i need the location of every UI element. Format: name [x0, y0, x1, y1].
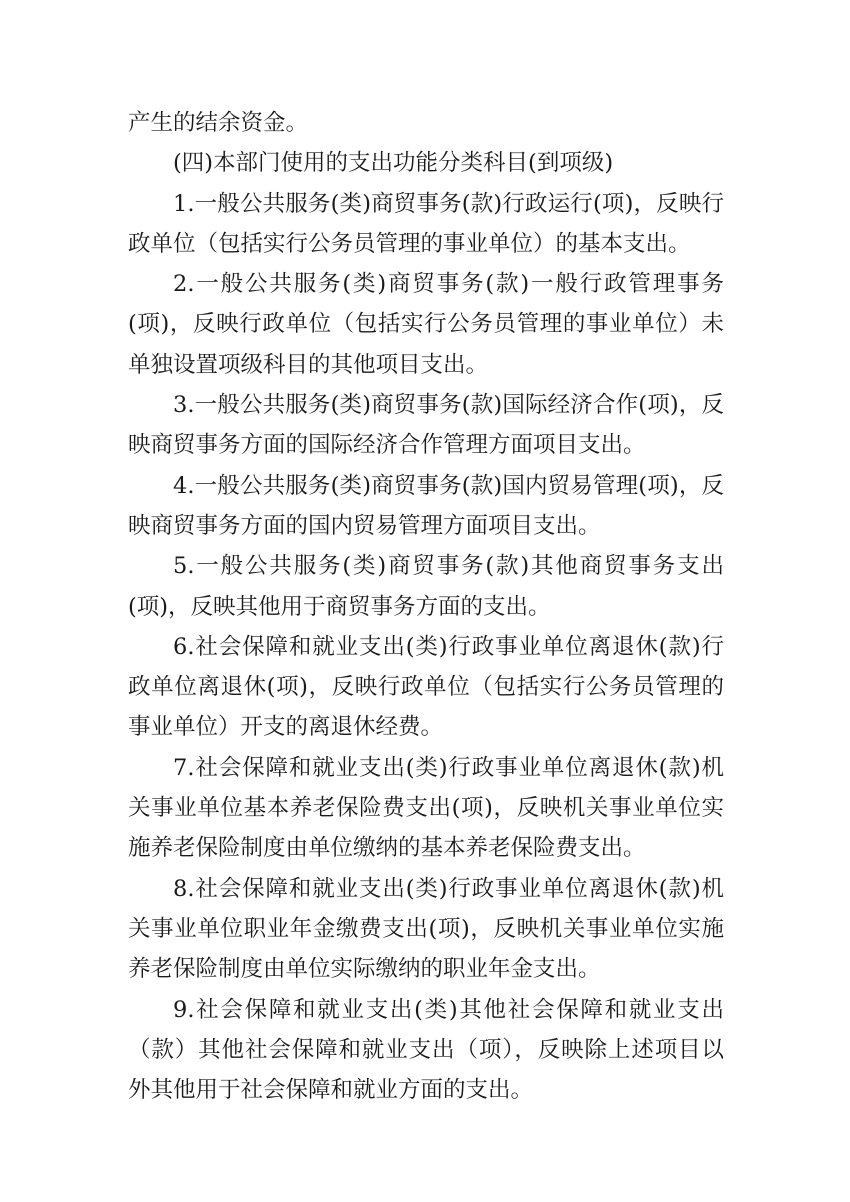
section-heading: (四)本部门使用的支出功能分类科目(到项级) — [173, 150, 614, 177]
item-paragraph-2: 2.一般公共服务(类)商贸事务(款)一般行政管理事务(项)，反映行政单位（包括实行公务员管理的事业单位）未单独设置项级科目的其他项目支出。 — [128, 271, 724, 378]
lead-paragraph: 产生的结余资金。 — [128, 110, 309, 136]
item-paragraph-5: 5.一般公共服务(类)商贸事务(款)其他商贸事务支出(项)，反映其他用于商贸事务方面的支出。 — [128, 553, 724, 620]
item-paragraph-6: 6.社会保障和就业支出(类)行政事业单位离退休(款)行政单位离退休(项)，反映行政单位（包括实行公务员管理的事业单位）开支的离退休经费。 — [128, 633, 724, 741]
item-paragraph-3: 3.一般公共服务(类)商贸事务(款)国际经济合作(项)，反映商贸事务方面的国际经济合作管理方面项目支出。 — [128, 392, 724, 459]
document-body — [128, 103, 724, 1110]
item-paragraph-4: 4.一般公共服务(类)商贸事务(款)国内贸易管理(项)，反映商贸事务方面的国内贸易管理方面项目支出。 — [128, 472, 724, 539]
item-paragraph-8: 8.社会保障和就业支出(类)行政事业单位离退休(款)机关事业单位职业年金缴费支出(项)，反映机关事业单位实施养老保险制度由单位实际缴纳的职业年金支出。 — [128, 875, 724, 983]
item-paragraph-7: 7.社会保障和就业支出(类)行政事业单位离退休(款)机关事业单位基本养老保险费支出(项)，反映机关事业单位实施养老保险制度由单位缴纳的基本养老保险费支出。 — [128, 754, 724, 862]
item-paragraph-1: 1.一般公共服务(类)商贸事务(款)行政运行(项)，反映行政单位（包括实行公务员管理的事业单位）的基本支出。 — [128, 190, 724, 257]
item-paragraph-9: 9.社会保障和就业支出(类)其他社会保障和就业支出（款）其他社会保障和就业支出（项），反映除上述项目以外其他用于社会保障和就业方面的支出。 — [128, 996, 724, 1104]
